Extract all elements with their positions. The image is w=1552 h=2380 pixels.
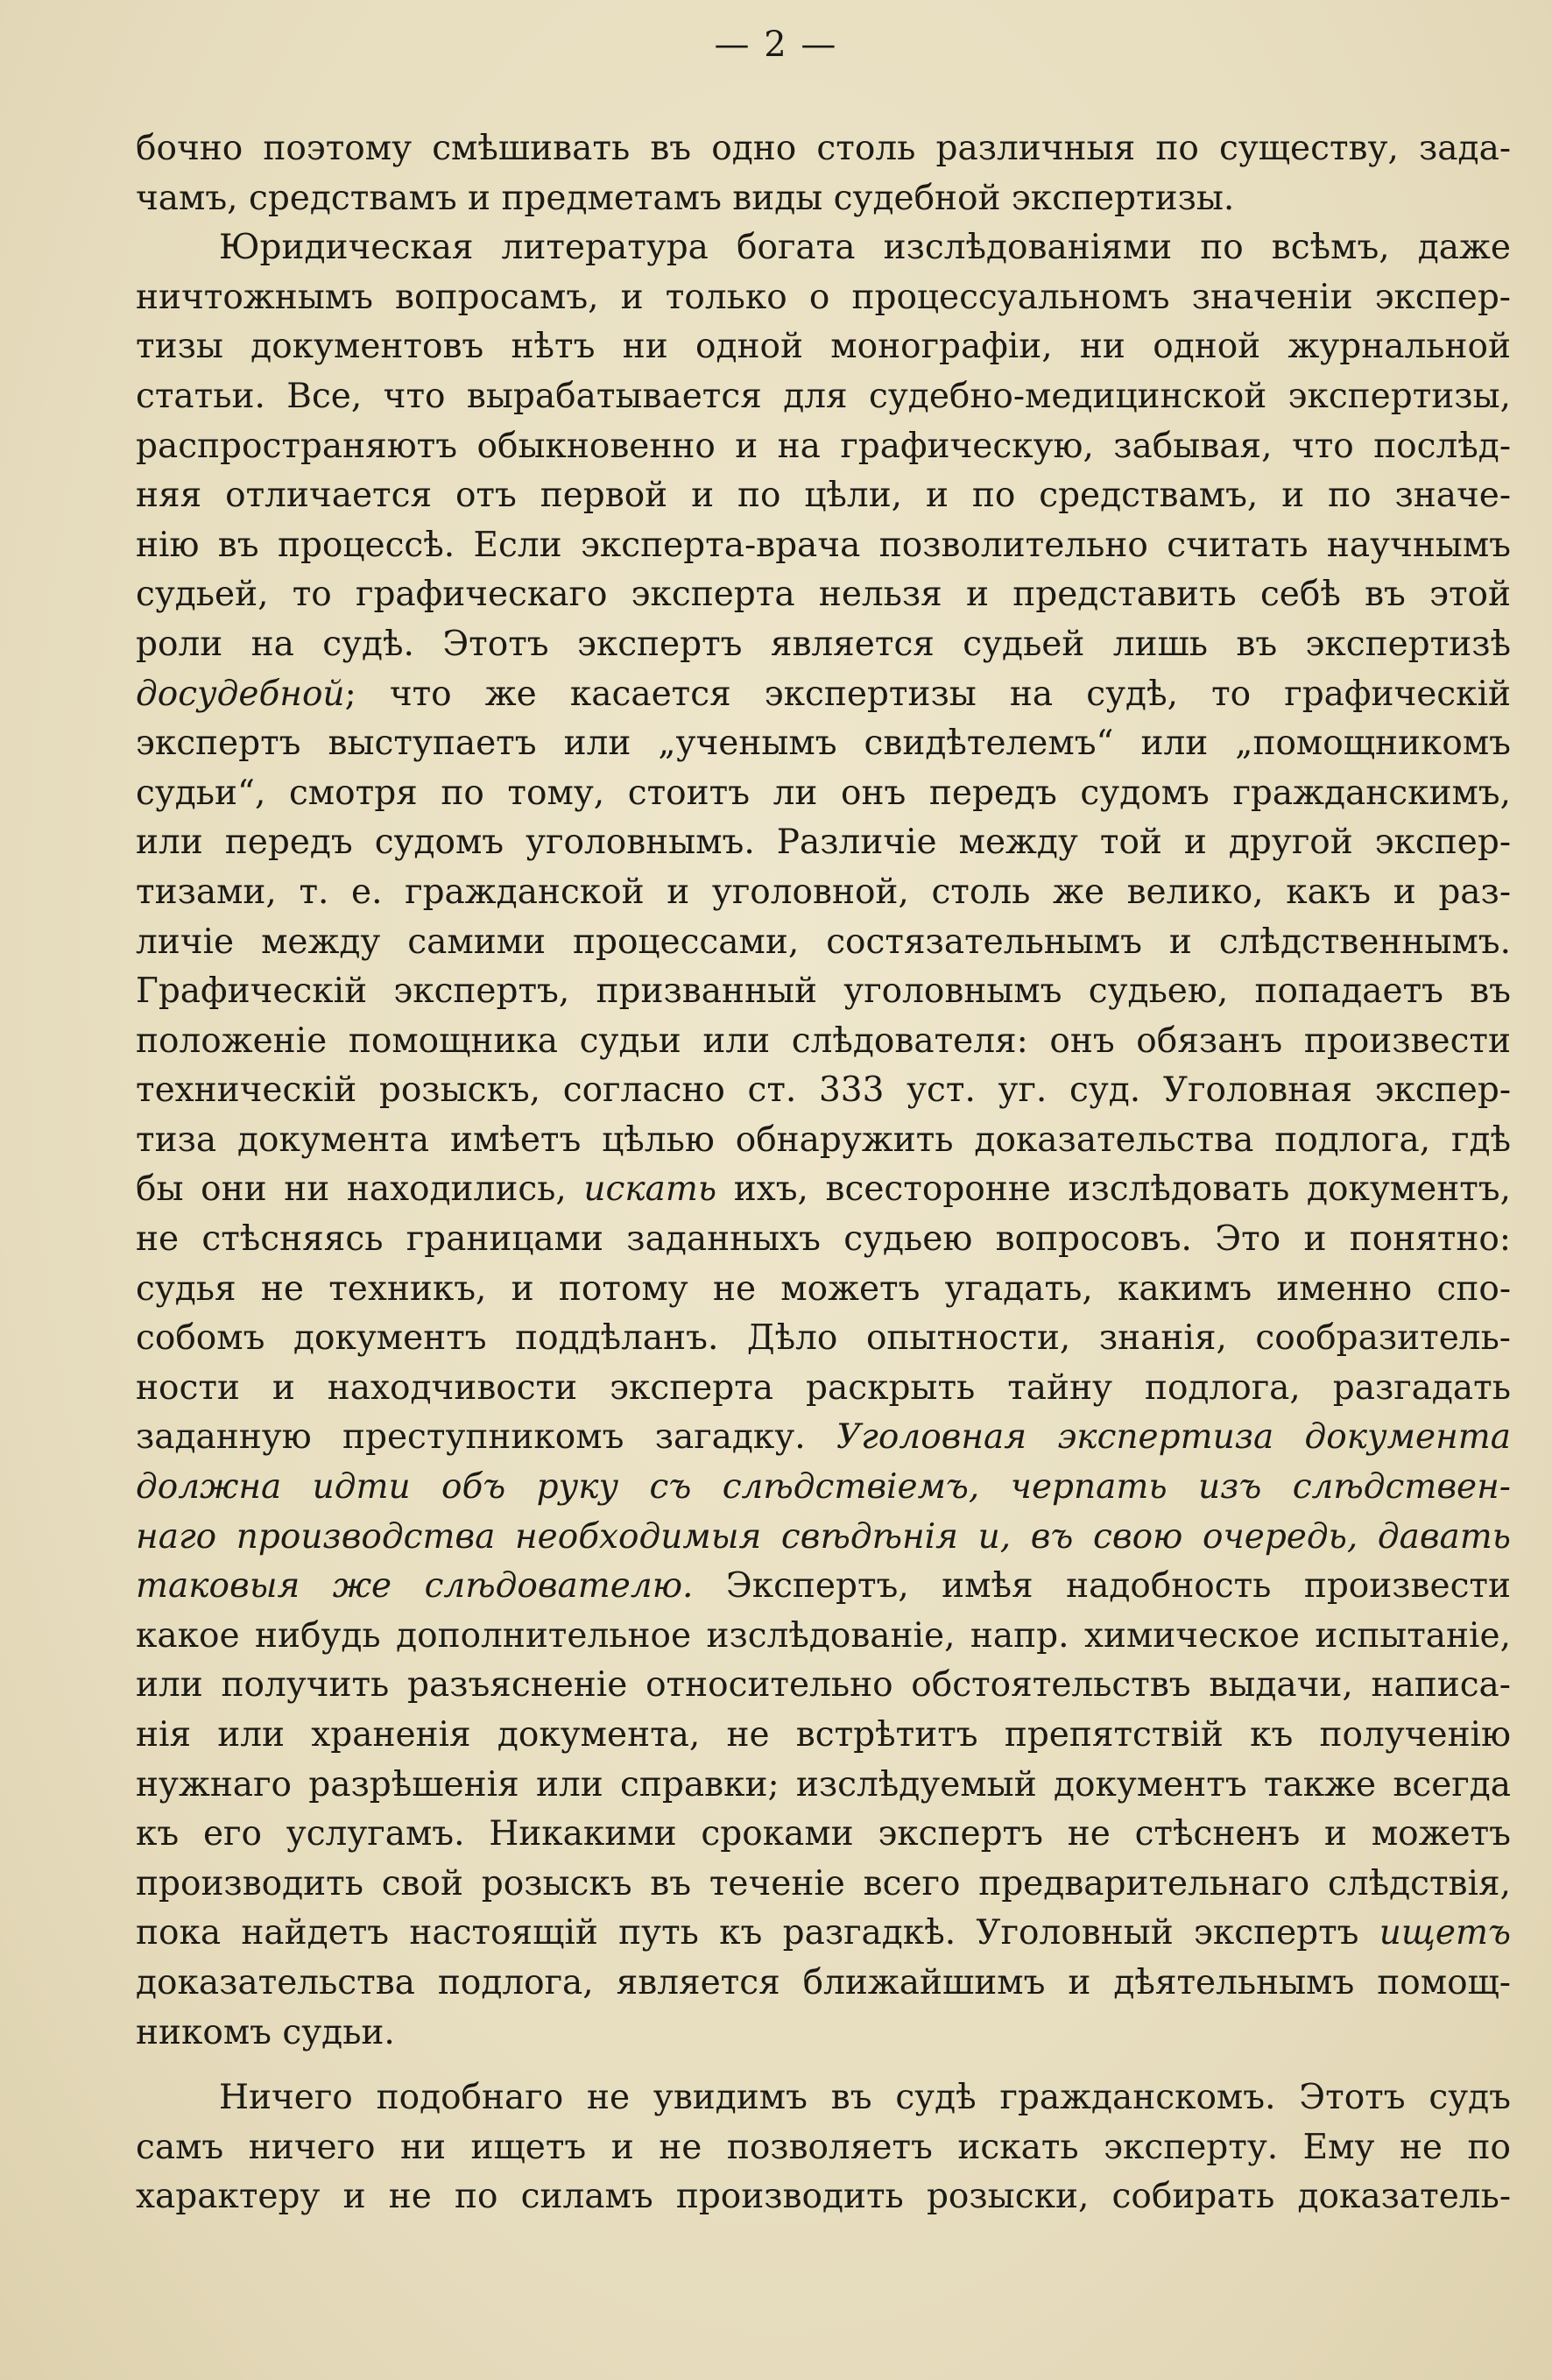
text-line — [136, 1314, 1511, 1364]
text-line — [136, 570, 1511, 620]
text-segment: роли на судѣ. Этотъ экспертъ является судьей лишь въ экспертизѣ — [136, 624, 1511, 664]
text-segment: Ничего подобнаго не увидимъ въ судѣ гражданскомъ. Этотъ судъ — [219, 2078, 1511, 2118]
text-segment: положеніе помощника судьи или слѣдователя: онъ обязанъ произвести — [136, 1021, 1511, 1061]
italic-text: искать — [583, 1169, 717, 1210]
text-line — [136, 322, 1511, 372]
text-segment: чамъ, средствамъ и предметамъ виды судебной экспертизы. — [136, 178, 1235, 218]
italic-text: должна идти объ руку съ слѣдствіемъ, черпать изъ слѣдствен- — [136, 1467, 1511, 1508]
text-line — [136, 1413, 1511, 1463]
text-segment: распространяютъ обыкновенно и на графическую, забывая, что послѣд- — [136, 426, 1511, 466]
text-line — [136, 174, 1511, 224]
text-line — [136, 868, 1511, 918]
text-segment: бочно поэтому смѣшивать въ одно столь различныя по существу, зада- — [136, 129, 1511, 168]
text-segment: судья не техникъ, и потому не можетъ угадать, какимъ именно спо- — [136, 1268, 1511, 1309]
text-line — [136, 1661, 1511, 1711]
text-line — [136, 2009, 1511, 2059]
text-segment: производить свой розыскъ въ теченіе всего предварительнаго слѣдствія, — [136, 1863, 1511, 1903]
text-line — [136, 1215, 1511, 1265]
text-line — [136, 620, 1511, 670]
text-segment: судьей, то графическаго эксперта нельзя и представить себѣ въ этой — [136, 575, 1511, 615]
text-line — [136, 1513, 1511, 1563]
text-segment: бы они ни находились, — [136, 1169, 584, 1210]
text-line — [136, 223, 1511, 273]
text-line — [136, 2073, 1511, 2123]
text-line — [136, 2172, 1511, 2222]
text-line — [136, 471, 1511, 521]
page-number: — 2 — — [714, 25, 838, 65]
text-segment: тизы документовъ нѣтъ ни одной монографіи, ни одной журнальной — [136, 327, 1511, 367]
italic-text: досудебной — [136, 674, 345, 714]
text-line — [136, 967, 1511, 1017]
text-line — [136, 372, 1511, 422]
text-line — [136, 1909, 1511, 1959]
text-segment: няя отличается отъ первой и по цѣли, и по средствамъ, и по значе- — [136, 476, 1511, 516]
text-line — [136, 521, 1511, 571]
text-segment: нужнаго разрѣшенія или справки; изслѣдуемый документъ также всегда — [136, 1764, 1511, 1804]
text-segment: къ его услугамъ. Никакими сроками экспертъ не стѣсненъ и можетъ — [136, 1814, 1511, 1854]
text-line — [136, 1364, 1511, 1414]
text-line — [136, 1562, 1511, 1612]
text-segment: собомъ документъ поддѣланъ. Дѣло опытности, знанія, сообразитель- — [136, 1318, 1511, 1359]
text-segment: судьи“, смотря по тому, стоитъ ли онъ передъ судомъ гражданскимъ, — [136, 773, 1511, 813]
text-line — [136, 1265, 1511, 1315]
text-segment: характеру и не по силамъ производить розыски, собирать доказатель- — [136, 2177, 1511, 2217]
text-line — [136, 1810, 1511, 1860]
text-line — [136, 1761, 1511, 1811]
text-segment: ихъ, всесторонне изслѣдовать документъ, — [716, 1169, 1511, 1210]
text-line — [136, 422, 1511, 472]
text-segment: Графическій экспертъ, призванный уголовнымъ судьею, попадаетъ въ — [136, 971, 1511, 1012]
text-segment: Экспертъ, имѣя надобность произвести — [693, 1566, 1511, 1607]
text-line — [136, 1165, 1511, 1215]
body-text — [136, 124, 1511, 2222]
text-segment: техническій розыскъ, согласно ст. 333 уст. уг. суд. Уголовная экспер- — [136, 1070, 1511, 1111]
text-line — [136, 1116, 1511, 1166]
text-line — [136, 1066, 1511, 1116]
text-line — [136, 1017, 1511, 1067]
text-segment: или передъ судомъ уголовнымъ. Различіе между той и другой экспер- — [136, 823, 1511, 863]
text-segment: экспертъ выступаетъ или „ученымъ свидѣтелемъ“ или „помощникомъ — [136, 724, 1511, 764]
text-segment: нія или храненія документа, не встрѣтитъ препятствій къ полученію — [136, 1715, 1511, 1755]
text-line — [136, 1711, 1511, 1761]
text-line — [136, 670, 1511, 720]
text-line — [136, 769, 1511, 819]
text-segment: какое нибудь дополнительное изслѣдованіе, напр. химическое испытаніе, — [136, 1615, 1511, 1656]
text-segment: заданную преступникомъ загадку. — [136, 1417, 836, 1458]
text-line — [136, 1463, 1511, 1513]
text-segment: или получить разъясненіе относительно обстоятельствъ выдачи, написа- — [136, 1665, 1511, 1706]
text-segment: пока найдетъ настоящій путь къ разгадкѣ. Уголовный экспертъ — [136, 1913, 1379, 1953]
text-line — [136, 2123, 1511, 2173]
text-segment: личіе между самими процессами, состязательнымъ и слѣдственнымъ. — [136, 922, 1511, 962]
text-line — [136, 1612, 1511, 1662]
italic-text: наго производства необходимыя свѣдѣнія и, въ свою очередь, давать — [136, 1516, 1511, 1557]
text-segment: ности и находчивости эксперта раскрыть тайну подлога, разгадать — [136, 1367, 1511, 1408]
italic-text: ищетъ — [1379, 1913, 1511, 1953]
text-segment: ничтожнымъ вопросамъ, и только о процессуальномъ значеніи экспер- — [136, 277, 1511, 317]
text-segment: нію въ процессѣ. Если эксперта-врача позволительно считать научнымъ — [136, 525, 1511, 565]
text-segment: самъ ничего ни ищетъ и не позволяетъ искать эксперту. Ему не по — [136, 2127, 1511, 2167]
italic-text: таковыя же слѣдователю. — [136, 1566, 694, 1607]
text-line — [136, 273, 1511, 323]
text-line — [136, 1860, 1511, 1910]
text-segment: статьи. Все, что вырабатывается для судебно-медицинской экспертизы, — [136, 376, 1511, 416]
italic-text: Уголовная экспертиза документа — [836, 1417, 1511, 1458]
text-line — [136, 818, 1511, 868]
text-segment: тиза документа имѣетъ цѣлью обнаружить доказательства подлога, гдѣ — [136, 1119, 1511, 1160]
text-segment: ; что же касается экспертизы на судѣ, то графическій — [344, 674, 1511, 714]
text-line — [136, 719, 1511, 769]
text-segment: тизами, т. е. гражданской и уголовной, столь же велико, какъ и раз- — [136, 872, 1511, 912]
text-segment: не стѣсняясь границами заданныхъ судьею вопросовъ. Это и понятно: — [136, 1219, 1511, 1260]
text-line — [136, 1959, 1511, 2009]
text-line — [136, 918, 1511, 968]
text-segment: Юридическая литература богата изслѣдованіями по всѣмъ, даже — [219, 228, 1511, 268]
text-line — [136, 124, 1511, 174]
text-segment: никомъ судьи. — [136, 2012, 395, 2052]
text-segment: доказательства подлога, является ближайшимъ и дѣятельнымъ помощ- — [136, 1962, 1511, 2002]
